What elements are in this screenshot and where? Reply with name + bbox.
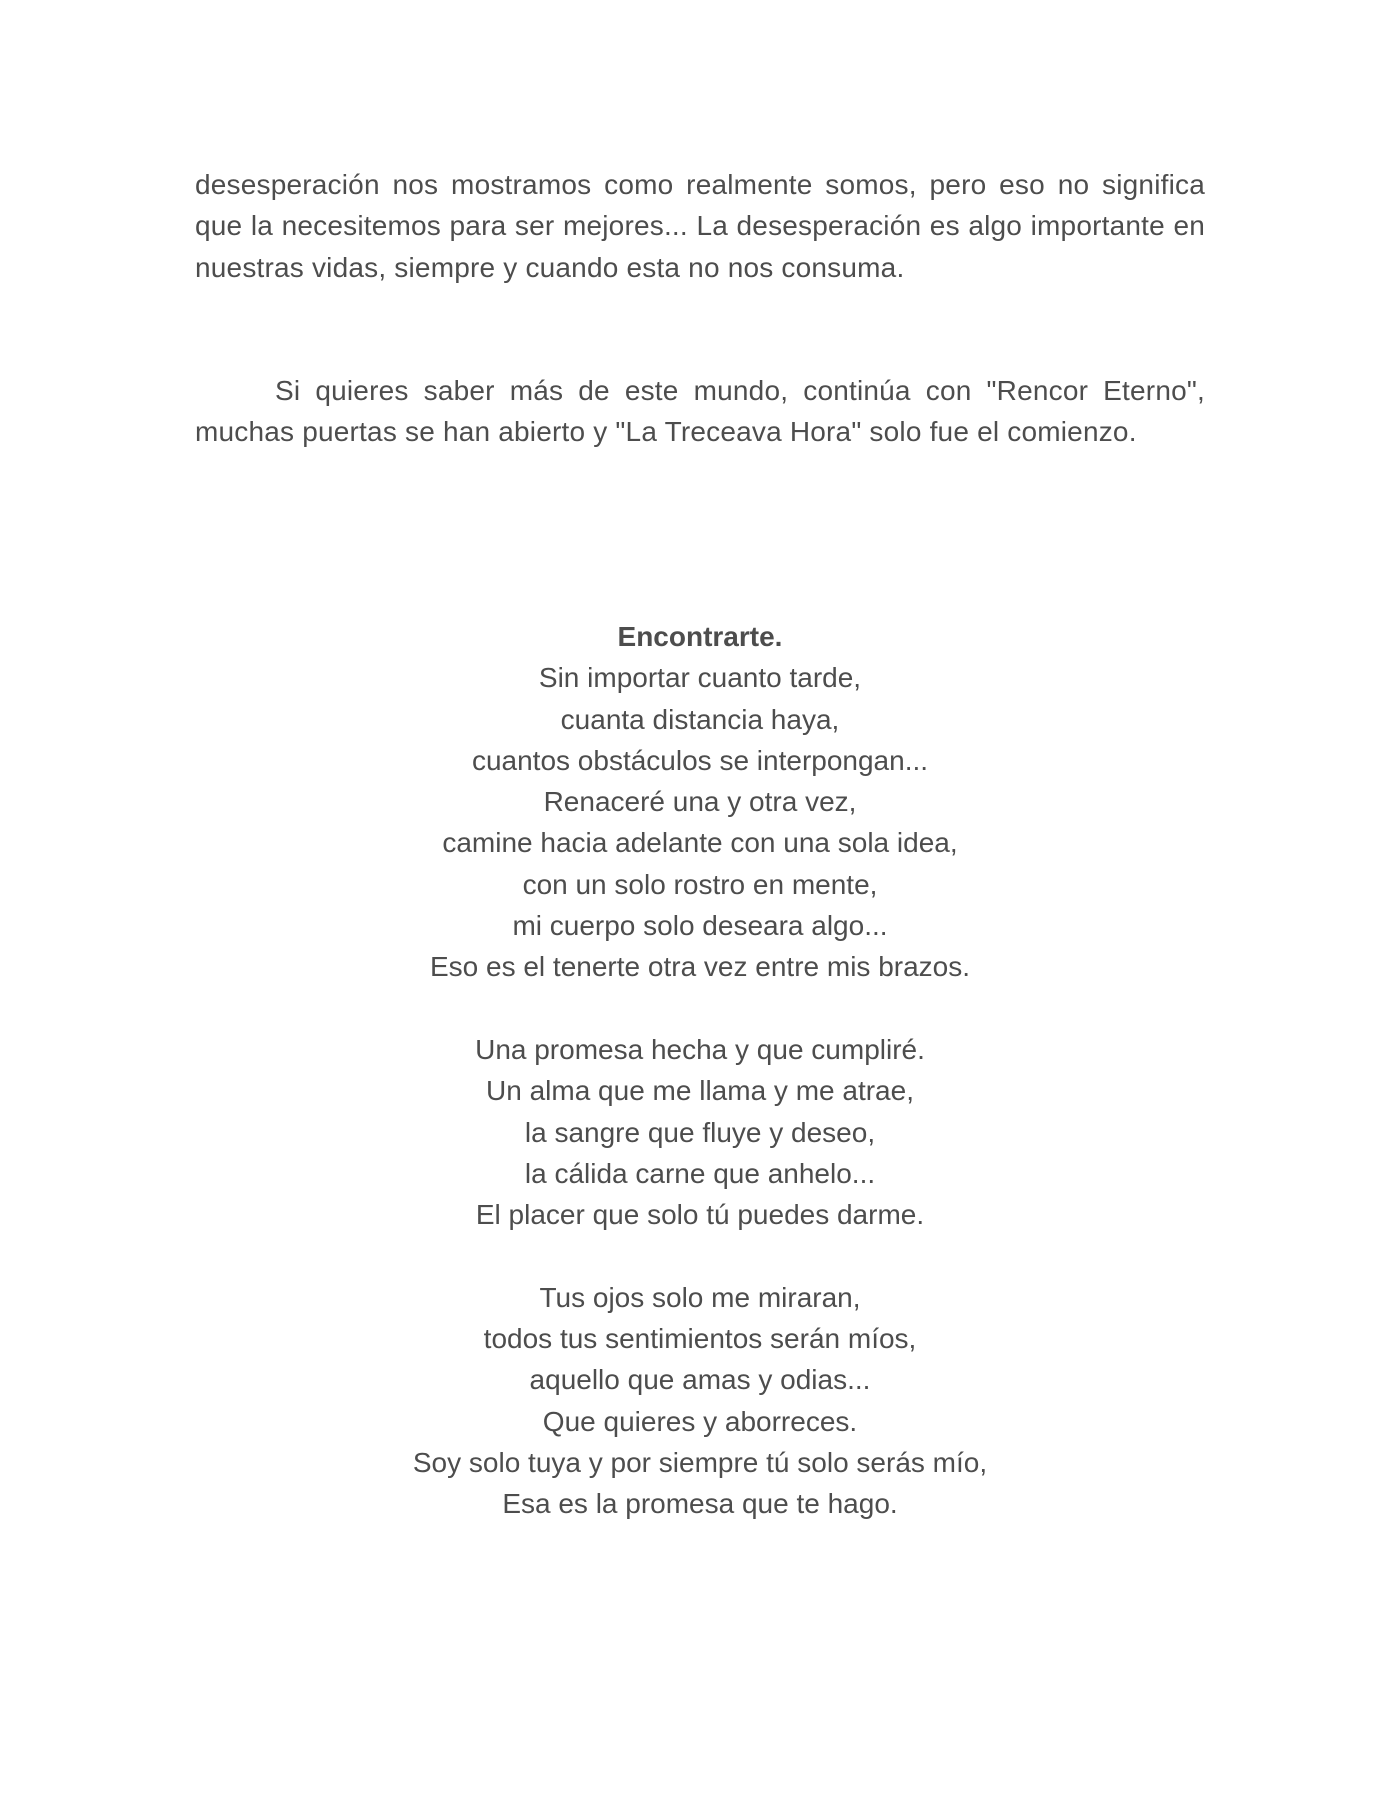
poem-verse: Esa es la promesa que te hago. <box>502 1488 898 1520</box>
poem-verse: camine hacia adelante con una sola idea, <box>442 827 958 859</box>
poem-verse: mi cuerpo solo deseara algo... <box>512 910 888 942</box>
poem-stanza-1 <box>195 657 1205 987</box>
poem-verse: Soy solo tuya y por siempre tú solo serás mío, <box>412 1446 988 1478</box>
poem-stanza-3 <box>195 1277 1205 1525</box>
poem-verse: Renaceré una y otra vez, <box>543 786 857 818</box>
poem-stanza-2 <box>195 1029 1205 1235</box>
paragraph-text: Si quieres saber más de este mundo, continúa con "Rencor Eterno", muchas puertas se han abierto y "La Treceava Hora" solo fue el comienzo. <box>195 375 1205 448</box>
poem-verse: la sangre que fluye y deseo, <box>524 1116 876 1148</box>
poem <box>195 616 1205 1525</box>
poem-verse: El placer que solo tú puedes darme. <box>475 1199 925 1231</box>
poem-verse: Una promesa hecha y que cumpliré. <box>475 1033 925 1065</box>
poem-verse: Sin importar cuanto tarde, <box>538 662 862 694</box>
poem-verse: Que quieres y aborreces. <box>542 1405 858 1437</box>
poem-verse: aquello que amas y odias... <box>529 1364 871 1396</box>
poem-verse: Tus ojos solo me miraran, <box>539 1281 861 1313</box>
paragraph-text: desesperación nos mostramos como realmente somos, pero eso no significa que la necesitemos para ser mejores... La desesperación es algo importante en nuestras vidas, siempre y cuando esta no nos consuma. <box>195 169 1205 283</box>
poem-verse: cuanta distancia haya, <box>560 703 840 735</box>
prose-paragraph-1 <box>195 164 1205 288</box>
poem-verse: Eso es el tenerte otra vez entre mis brazos. <box>429 951 971 983</box>
poem-title: Encontrarte. <box>617 621 783 652</box>
poem-verse: todos tus sentimientos serán míos, <box>483 1323 917 1355</box>
poem-verse: Un alma que me llama y me atrae, <box>486 1075 914 1107</box>
poem-verse: la cálida carne que anhelo... <box>524 1157 876 1189</box>
poem-verse: con un solo rostro en mente, <box>522 868 878 900</box>
poem-verse: cuantos obstáculos se interpongan... <box>471 744 929 776</box>
prose-paragraph-2 <box>195 370 1205 453</box>
